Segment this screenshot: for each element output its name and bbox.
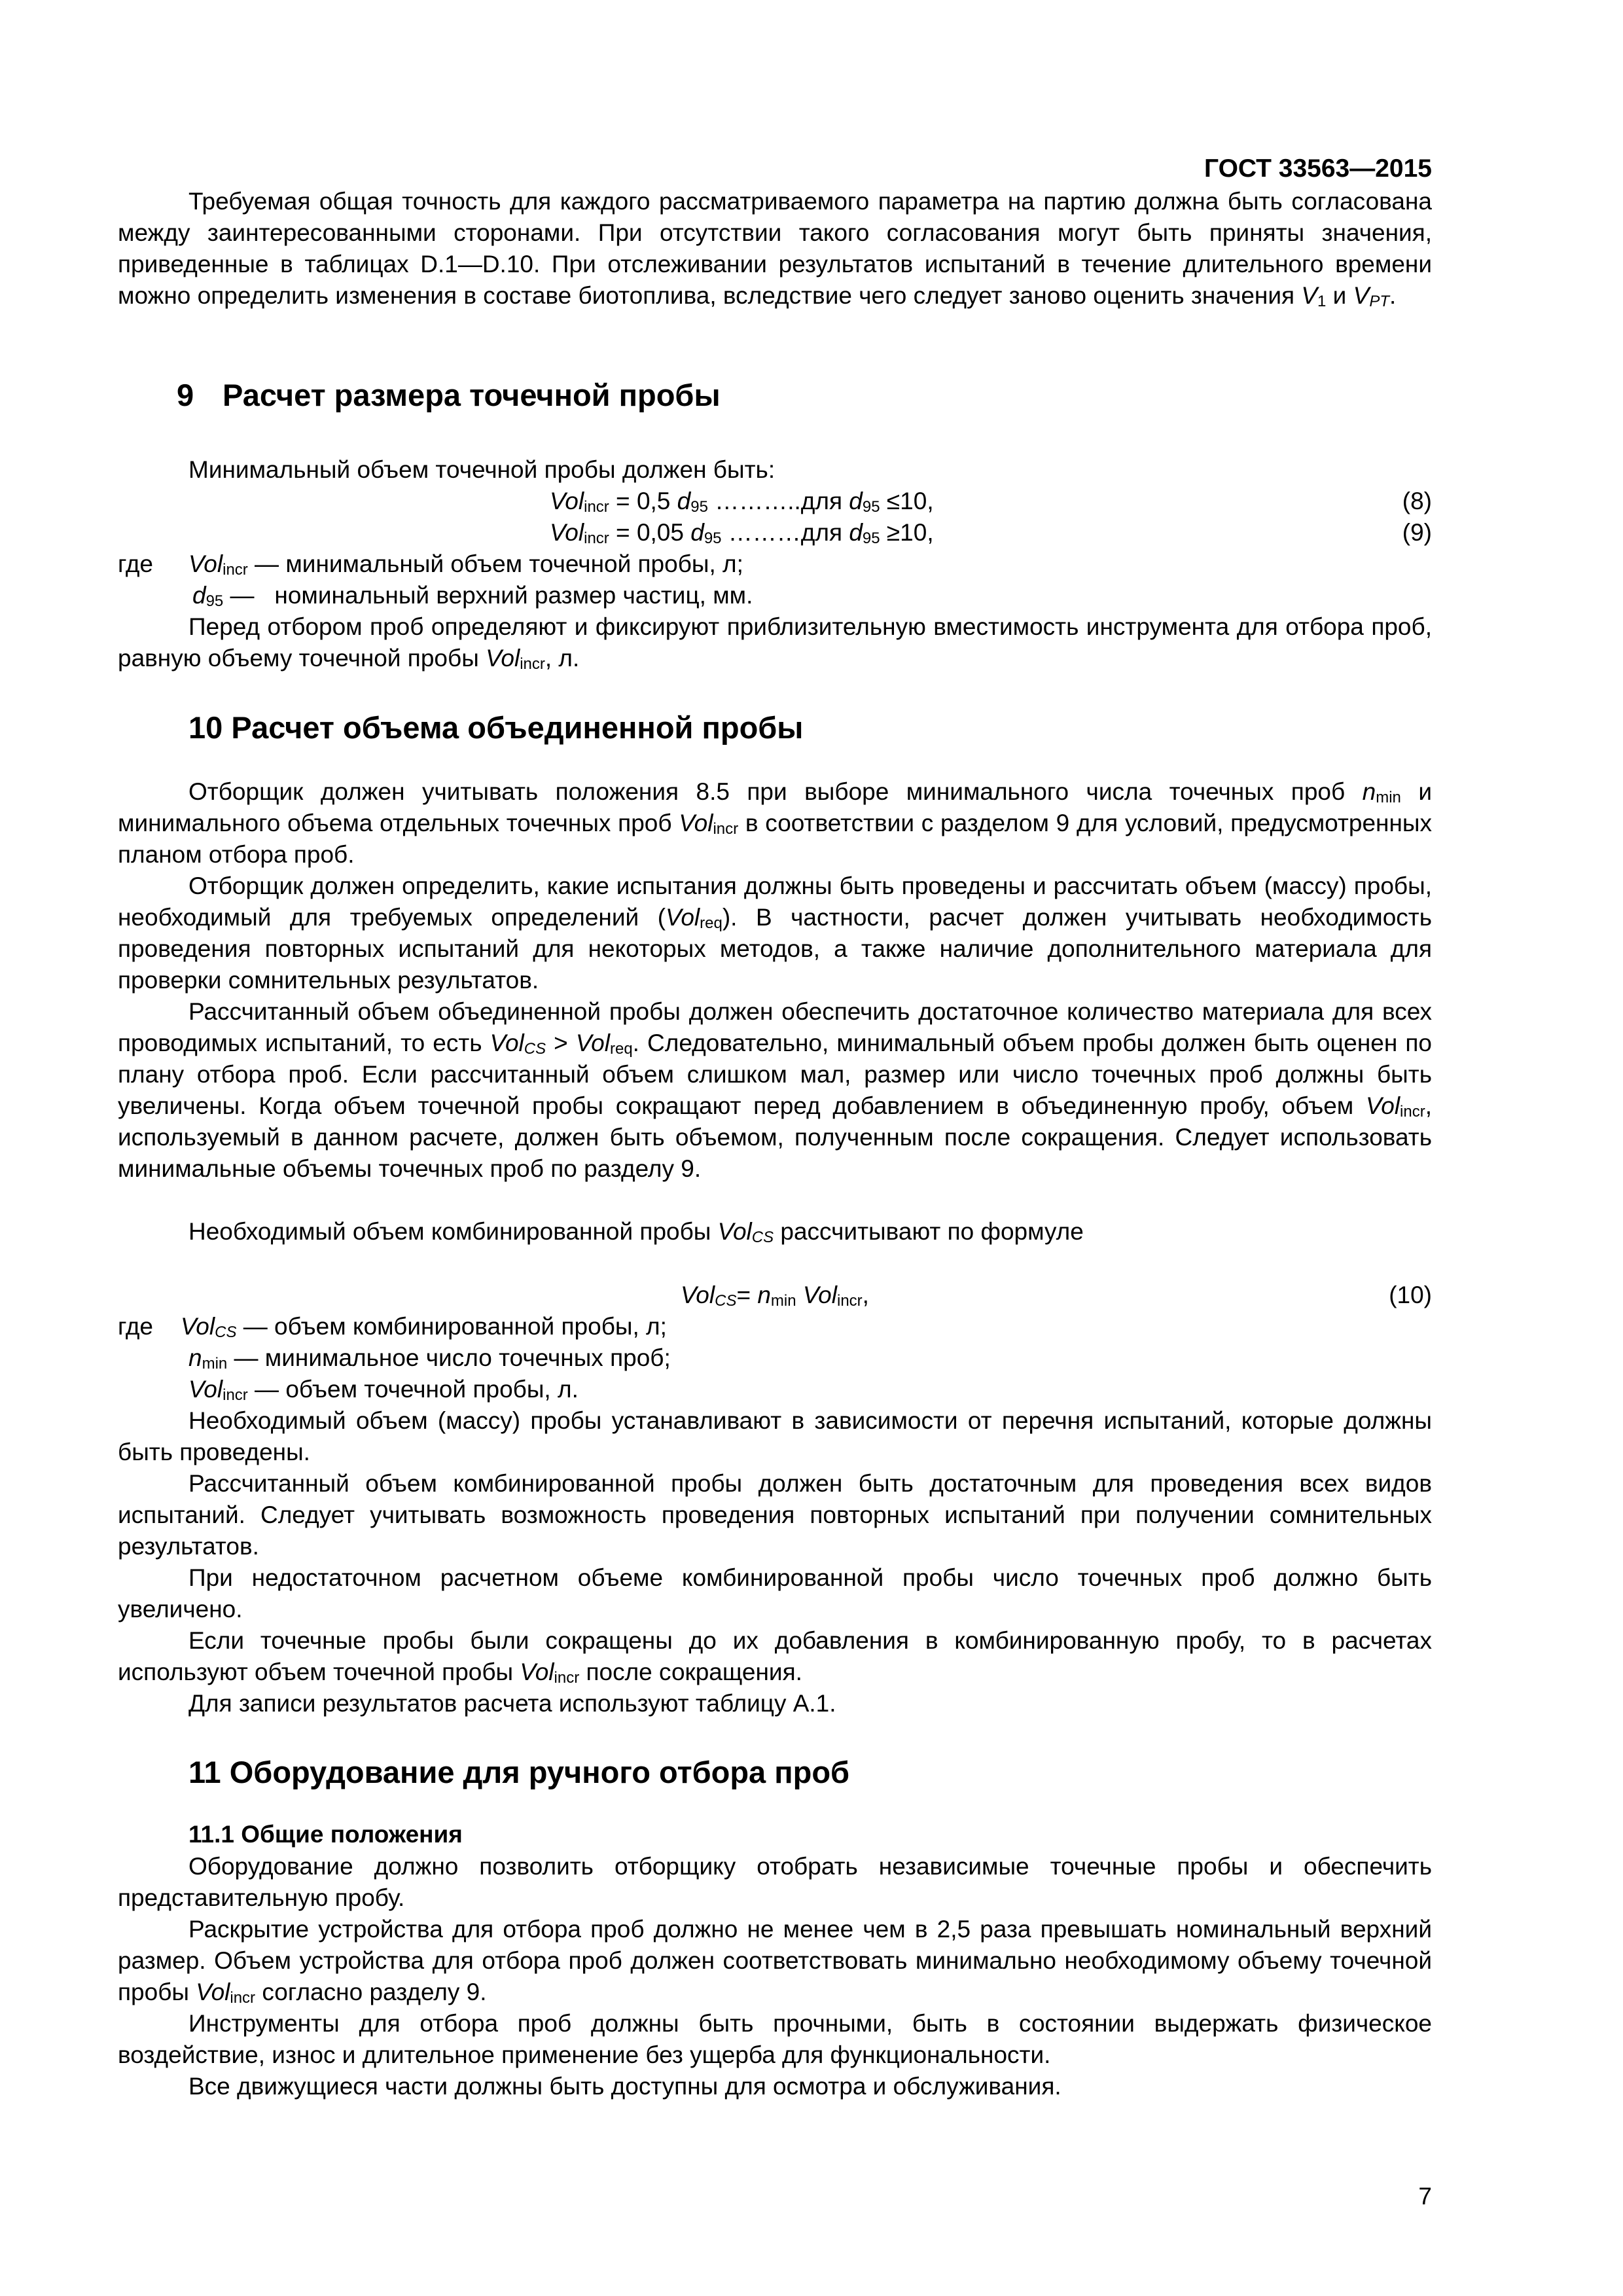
section-11-1-heading: 11.1 Общие положения: [188, 1821, 463, 1848]
page-number: 7: [1418, 2183, 1432, 2210]
s11-paragraph-1: Оборудование должно позволить отборщику отобрать независимые точечные пробы и обеспечить представительную пробу.: [118, 1853, 1432, 1911]
intro-paragraph: Требуемая общая точность для каждого рассматриваемого параметра на партию должна быть согласована между заинтересованными сторонами. При отсутствии такого согласования могут быть приняты значения, приведенные в таблицах D.1—D.10. При отслеживании результатов испытаний в течение длительного времени можно определить изменения в составе биотоплива, вследствие чего следует заново оценить значения $V_1$ и $V_{PT}$.: [118, 188, 1432, 310]
equation-8-number: (8): [1402, 488, 1432, 514]
s9-definition-vol: Vol$_{incr}$ — минимальный объем точечной пробы, л;: [188, 550, 743, 579]
s10-paragraph-8: Если точечные пробы были сокращены до их добавления в комбинированную пробу, то в расчетах используют объем точечной пробы Vol$_{incr}$ после сокращения.: [118, 1627, 1432, 1687]
equation-10-number: (10): [1389, 1282, 1432, 1308]
document-id: ГОСТ 33563—2015: [1204, 154, 1432, 183]
s11-paragraph-3: Инструменты для отбора проб должны быть прочными, быть в состоянии выдержать физическое воздействие, износ и длительное применение без ущерба для функциональности.: [118, 2010, 1432, 2068]
s11-paragraph-2: Раскрытие устройства для отбора проб должно не менее чем в 2,5 раза превышать номинальный верхний размер. Объем устройства для отбора проб должен соответствовать минимально необходимому объему точечной пробы Vol$_{incr}$ согласно разделу 9.: [118, 1916, 1432, 2007]
s9-definition-d95: $d_{95}$ — номинальный верхний размер частиц, мм.: [192, 582, 753, 610]
section-9-heading: 9 Расчет размера точечной пробы: [177, 378, 721, 412]
s10-definition-volincr: Vol$_{incr}$ — объем точечной пробы, л.: [188, 1376, 579, 1404]
s10-paragraph-1: Отборщик должен учитывать положения 8.5 при выборе минимального числа точечных проб $n_{min}$ и минимального объема отдельных точечных проб Vol$_{incr}$ в соответствии с разделом 9 для условий, предусмотренных планом отбора проб.: [118, 778, 1432, 868]
s10-paragraph-4: Необходимый объем комбинированной пробы Vol$_{CS}$ рассчитывают по формуле: [188, 1218, 1084, 1246]
s10-where-label: где: [118, 1313, 154, 1340]
s10-paragraph-5: Необходимый объем (массу) пробы устанавливают в зависимости от перечня испытаний, которые должны быть проведены.: [118, 1407, 1432, 1465]
equation-8: Vol$_{incr}$ = 0,5 $d_{95}$ ………..для $d_{95} \le 10$,: [550, 488, 934, 516]
section-11-heading: 11 Оборудование для ручного отбора проб: [188, 1755, 850, 1789]
s9-lead: Минимальный объем точечной пробы должен быть:: [188, 456, 776, 483]
s10-definition-volcs: Vol$_{CS}$ — объем комбинированной пробы, л;: [181, 1313, 667, 1341]
section-10-heading: 10 Расчет объема объединенной пробы: [188, 710, 804, 745]
s10-paragraph-7: При недостаточном расчетном объеме комбинированной пробы число точечных проб должно быть увеличено.: [118, 1564, 1432, 1623]
equation-9-number: (9): [1402, 519, 1432, 546]
s10-paragraph-9: Для записи результатов расчета используют таблицу А.1.: [188, 1690, 836, 1717]
s10-paragraph-3: Рассчитанный объем объединенной пробы должен обеспечить достаточное количество материала для всех проводимых испытаний, то есть Vol$_{CS}$ > Vol$_{req}$. Следовательно, минимальный объем пробы должен быть оценен по плану отбора проб. Если рассчитанный объем слишком мал, размер или число точечных проб должны быть увеличены. Когда объем точечной пробы сокращают перед добавлением в объединенную пробу, объем Vol$_{incr}$, используемый в данном расчете, должен быть объемом, полученным после сокращения. Следует использовать минимальные объемы точечных проб по разделу 9.: [118, 998, 1432, 1182]
equation-9: Vol$_{incr}$ = 0,05 $d_{95}$ ………для $d_{95} \ge 10$,: [550, 519, 934, 547]
s11-paragraph-4: Все движущиеся части должны быть доступны для осмотра и обслуживания.: [188, 2073, 1061, 2100]
s10-paragraph-6: Рассчитанный объем комбинированной пробы должен быть достаточным для проведения всех видов испытаний. Следует учитывать возможность проведения повторных испытаний при получении сомнительных результатов.: [118, 1470, 1432, 1560]
s9-where-label: где: [118, 550, 154, 577]
s10-definition-nmin: $n_{min}$ — минимальное число точечных проб;: [188, 1344, 671, 1372]
equation-10: $Vol_{CS}= n_{min}$ Vol$_{incr}$,: [681, 1282, 869, 1310]
s10-paragraph-2: Отборщик должен определить, какие испытания должны быть проведены и рассчитать объем (массу) пробы, необходимый для требуемых определений (Vol$_{req}$). В частности, расчет должен учитывать необходимость проведения повторных испытаний для некоторых методов, а также наличие дополнительного материала для проверки сомнительных результатов.: [118, 872, 1432, 994]
s9-paragraph-2: Перед отбором проб определяют и фиксируют приблизительную вместимость инструмента для отбора проб, равную объему точечной пробы Vol$_{incr}$, л.: [118, 613, 1432, 673]
